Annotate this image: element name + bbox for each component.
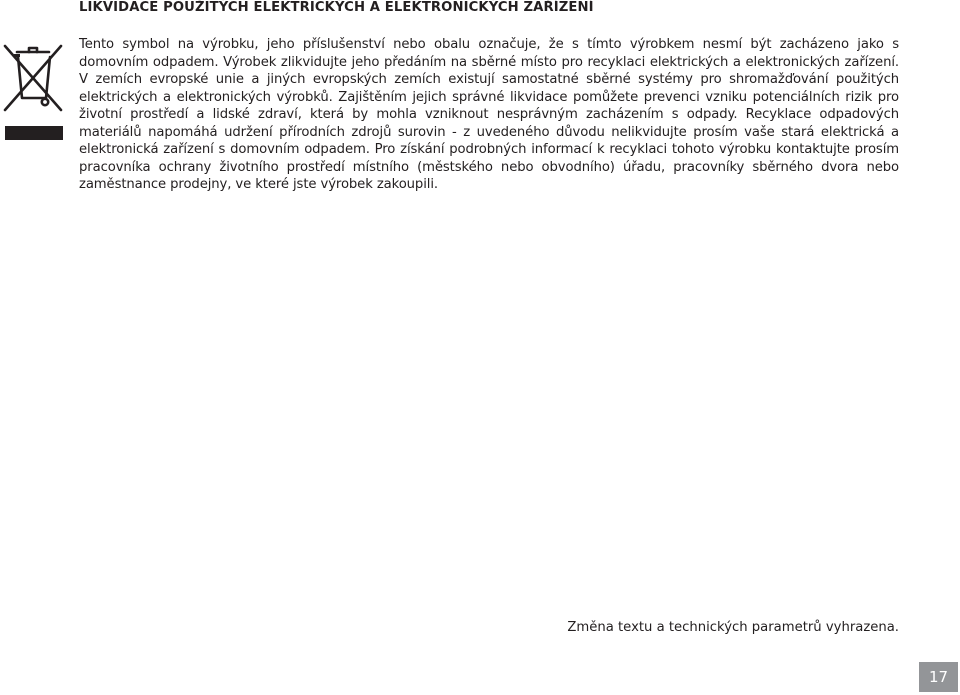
disposal-instructions	[79, 36, 899, 194]
page-number-badge: 17	[919, 662, 958, 692]
crossed-out-wheelie-bin-icon	[3, 40, 63, 144]
section-heading: LIKVIDACE POUŽITÝCH ELEKTRICKÝCH A ELEKTRONICKÝCH ZAŘÍZENÍ	[79, 0, 594, 15]
disposal-paragraph: Tento symbol na výrobku, jeho příslušenství nebo obalu označuje, že s tímto výrobkem nesmí být zacházeno jako s domovním odpadem. Výrobek zlikvidujte jeho předáním na sběrné místo pro recyklaci elektrických a elektronických zařízení. V zemích evropské unie a jiných evropských zemích existují samostatné sběrné systémy pro shromažďování použitých elektrických a elektronických výrobků. Zajištěním jejich správné likvidace pomůžete prevenci vzniku potenciálních rizik pro životní prostředí a lidské zdraví, která by mohla vzniknout nesprávným zacházením s odpady. Recyklace odpadových materiálů napomáhá udržení přírodních zdrojů surovin - z uvedeného důvodu nelikvidujte prosím vaše stará elektrická a elektronická zařízení s domovním odpadem. Pro získání podrobných informací k recyklaci tohoto výrobku kontaktujte prosím pracovníka ochrany životního prostředí místního (městského nebo obvodního) úřadu, pracovníky sběrného dvora nebo zaměstnance prodejny, ve které jste výrobek zakoupili.	[79, 37, 899, 192]
change-notice: Změna textu a technických parametrů vyhrazena.	[567, 620, 899, 635]
